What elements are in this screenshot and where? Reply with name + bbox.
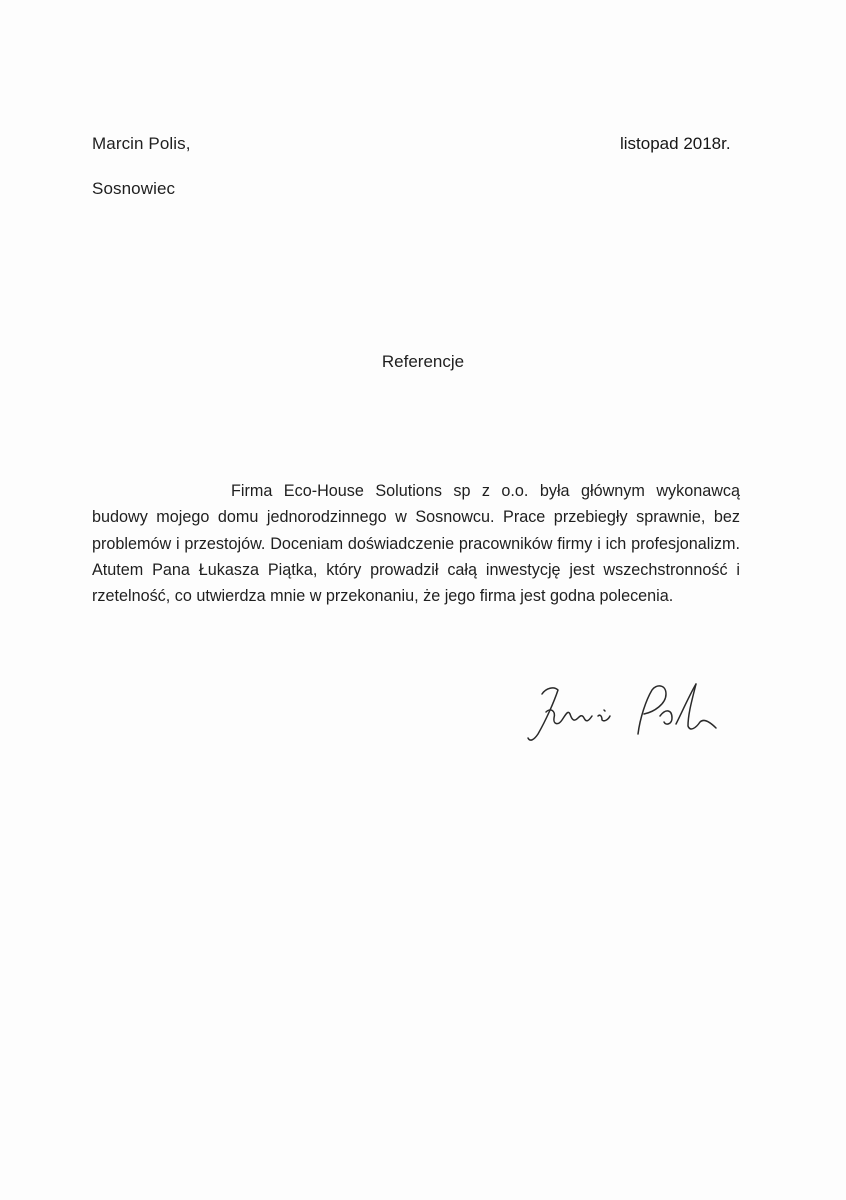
handwritten-signature-icon (520, 672, 730, 752)
letter-title: Referencje (381, 352, 465, 371)
sender-city: Sosnowiec (92, 179, 176, 198)
letter-date: listopad 2018r. (620, 134, 731, 153)
letter-body: Firma Eco-House Solutions sp z o.o. była głównym wykonawcą budowy mojego domu jednorodzinnego w Sosnowcu. Prace przebiegły sprawnie, bez problemów i przestojów. Doceniam doświadczenie pracowników firmy i ich profesjonalizm. Atutem Pana Łukasza Piątka, który prowadził całą inwestycję jest wszechstronność i rzetelność, co utwierdza mnie w przekonaniu, że jego firma jest godna polecenia. (92, 482, 740, 606)
sender-name: Marcin Polis, (92, 134, 191, 153)
